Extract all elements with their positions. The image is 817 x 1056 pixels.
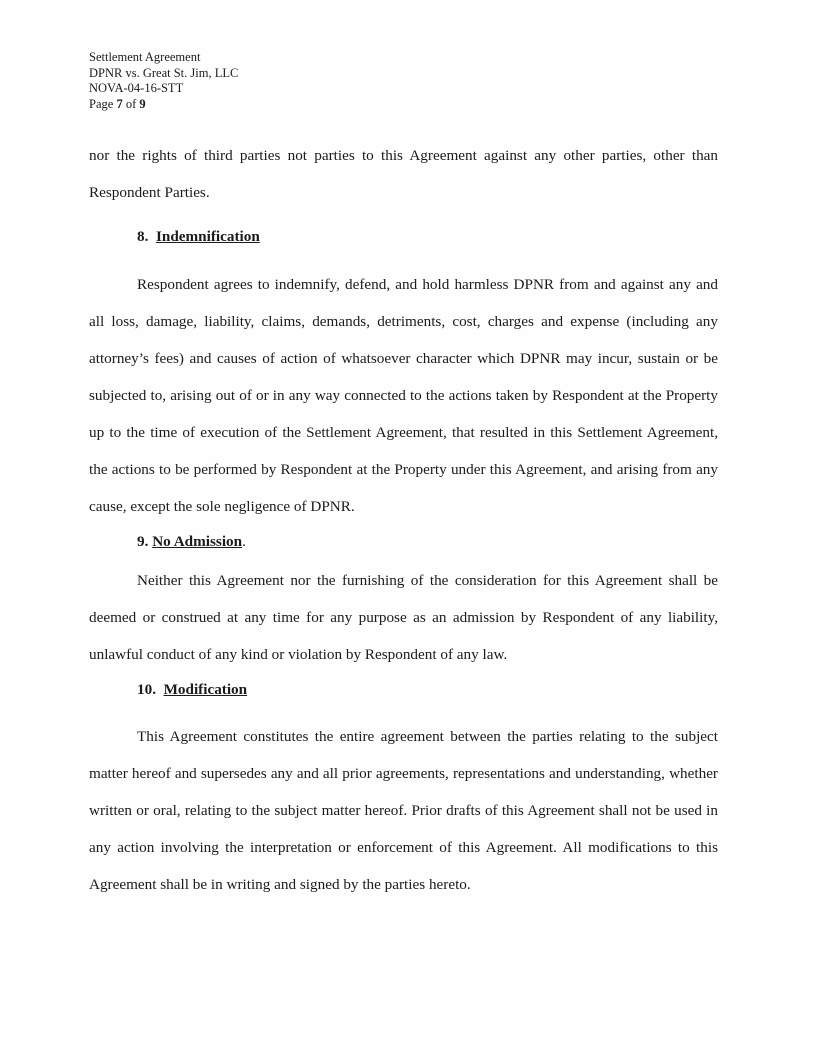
header-title: Settlement Agreement — [89, 50, 201, 64]
page-current: 7 — [116, 96, 123, 111]
page-of: of — [122, 96, 140, 111]
header-case-number: NOVA-04-16-STT — [89, 81, 184, 95]
section-9-title: No Admission — [152, 533, 243, 550]
section-8-title: Indemnification — [155, 228, 260, 245]
carryover-paragraph: nor the rights of third parties not parties to this Agreement against any other parties, other than Respondent Parties. — [89, 147, 718, 201]
section-10-number: 10. — [137, 681, 156, 698]
section-10-heading — [137, 680, 247, 700]
section-8-paragraph: Respondent agrees to indemnify, defend, and hold harmless DPNR from and against any and all loss, damage, liability, claims, demands, detriments, cost, charges and expense (including any attorney’s fees) and causes of action of whatsoever character which DPNR may incur, sustain or be subjected to, arising out of or in any way connected to the actions taken by Respondent at the Property up to the time of execution of the Settlement Agreement, that resulted in this Settlement Agreement, the actions to be performed by Respondent at the Property under this Agreement, and arising from any cause, except the sole negligence of DPNR. — [89, 276, 718, 515]
section-8-heading — [137, 227, 260, 247]
section-9-paragraph: Neither this Agreement nor the furnishing of the consideration for this Agreement shall be deemed or construed at any time for any purpose as an admission by Respondent of any liability, unlawful conduct of any kind or violation by Respondent of any law. — [89, 572, 718, 663]
page-prefix: Page — [89, 96, 117, 111]
header-case-name: DPNR vs. Great St. Jim, LLC — [89, 65, 239, 80]
section-9-period: . — [242, 533, 246, 550]
section-8-number: 8. — [137, 228, 149, 245]
section-10-paragraph: This Agreement constitutes the entire agreement between the parties relating to the subject matter hereof and supersedes any and all prior agreements, representations and understanding, whether written or oral, relating to the subject matter hereof. Prior drafts of this Agreement shall not be used in any action involving the interpretation or enforcement of this Agreement. All modifications to this Agreement shall be in writing and signed by the parties hereto. — [89, 728, 718, 893]
section-9-heading — [137, 532, 246, 552]
section-9-number: 9. — [137, 533, 149, 550]
header-page-number — [89, 97, 238, 113]
page-header — [89, 50, 238, 112]
section-10-title: Modification — [163, 681, 248, 698]
page-total: 9 — [139, 96, 146, 111]
